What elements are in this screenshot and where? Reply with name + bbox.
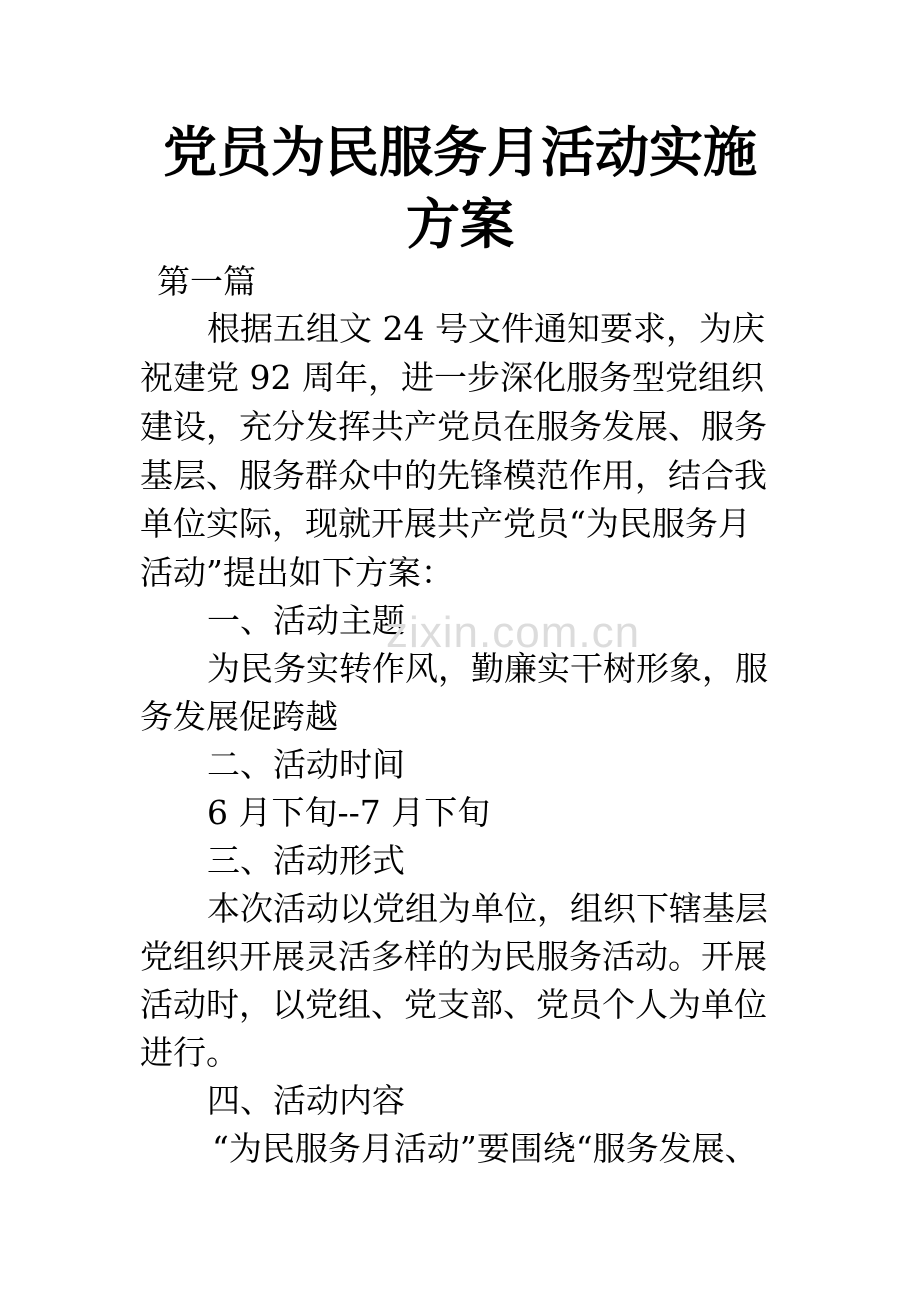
paragraph-line: 本次活动以党组为单位，组织下辖基层 xyxy=(207,889,768,928)
section-heading: 四、活动内容 xyxy=(207,1081,405,1120)
paragraph-line: “为民服务月活动”要围绕“服务发展、 xyxy=(212,1129,758,1168)
paragraph-line: 6 月下旬--7 月下旬 xyxy=(207,793,491,832)
paragraph-line: 活动时，以党组、党支部、党员个人为单位 xyxy=(140,985,767,1024)
paragraph-line: 活动”提出如下方案： xyxy=(140,553,454,592)
paragraph-line: 建设，充分发挥共产党员在服务发展、服务 xyxy=(140,407,767,446)
section-label: 第一篇 xyxy=(157,262,256,301)
section-heading: 二、活动时间 xyxy=(207,745,405,784)
section-heading: 一、活动主题 xyxy=(207,601,405,640)
paragraph-line: 单位实际，现就开展共产党员“为民服务月 xyxy=(140,504,751,543)
section-heading: 三、活动形式 xyxy=(207,841,405,880)
paragraph-line: 基层、服务群众中的先锋模范作用，结合我 xyxy=(140,456,767,495)
document-title-line-2: 方案 xyxy=(406,193,514,256)
paragraph-line: 祝建党 92 周年，进一步深化服务型党组织 xyxy=(140,358,764,397)
paragraph-line: 根据五组文 24 号文件通知要求，为庆 xyxy=(207,309,765,348)
paragraph-line: 为民务实转作风，勤廉实干树形象，服 xyxy=(207,649,768,688)
paragraph-line: 务发展促跨越 xyxy=(140,697,338,736)
document-title-line-1: 党员为民服务月活动实施 xyxy=(163,121,757,184)
paragraph-line: 进行。 xyxy=(140,1033,239,1072)
paragraph-line: 党组织开展灵活多样的为民服务活动。开展 xyxy=(140,937,767,976)
watermark: zixin.com.cn xyxy=(386,608,641,657)
